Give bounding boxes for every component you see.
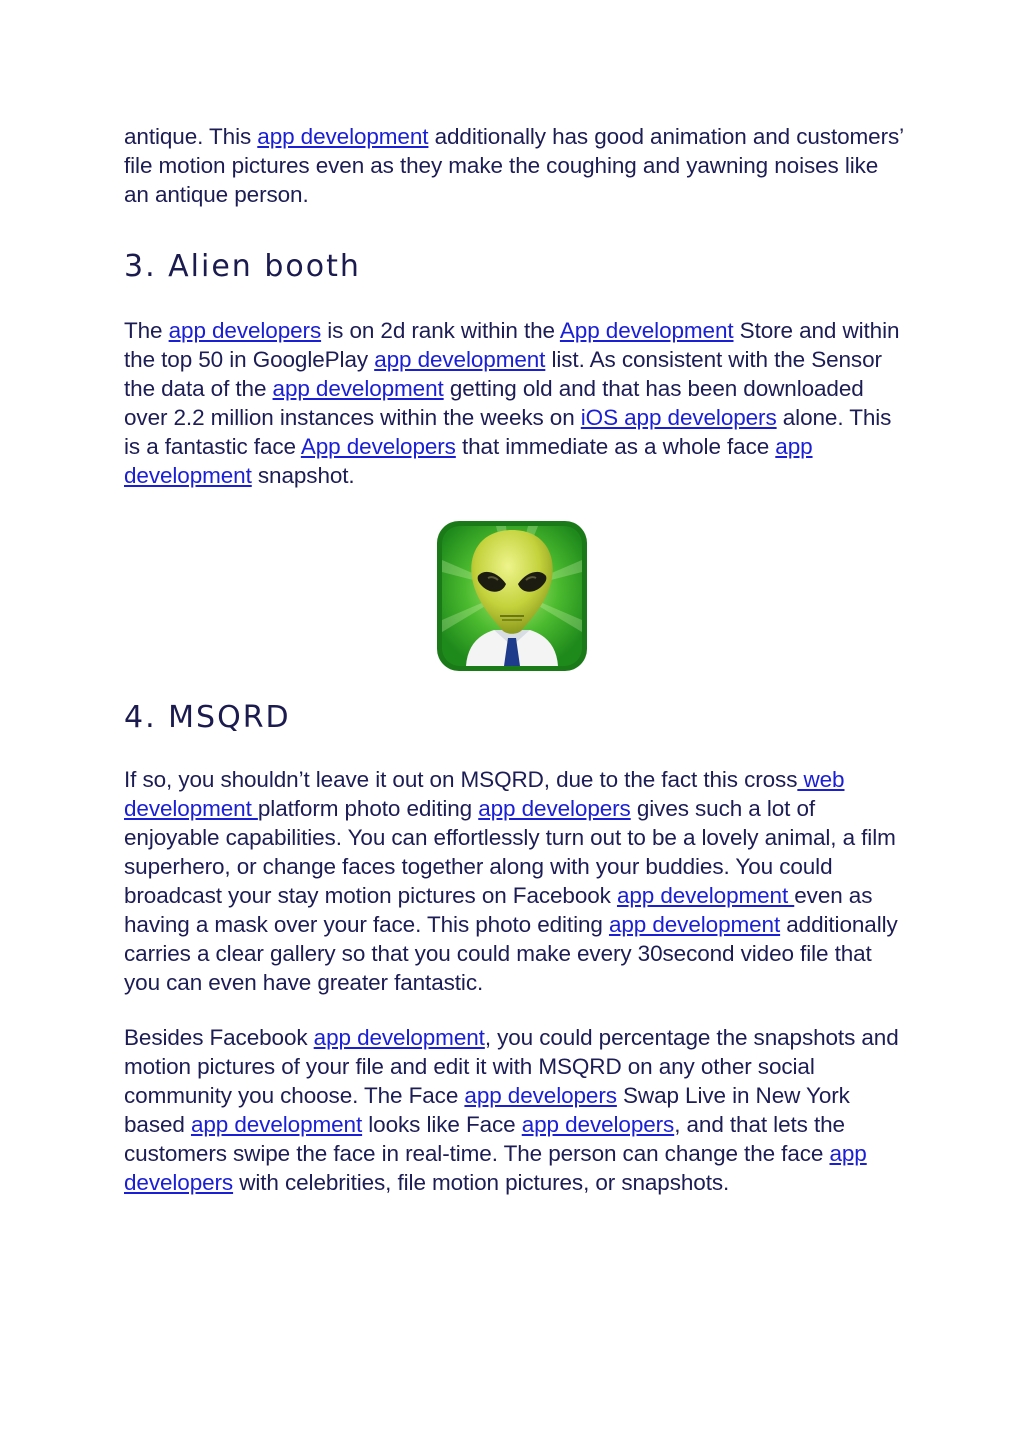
app-development-link[interactable]: app development	[374, 347, 546, 372]
section-heading-msqrd: 4. MSQRD	[124, 700, 291, 735]
intro-paragraph	[124, 122, 904, 209]
text: alone. This is a fantastic face	[124, 405, 892, 459]
text: Store and within the top 50 in GooglePlay	[124, 318, 900, 372]
text: If so, you shouldn’t leave it out on MSQRD, due to the fact this cross	[124, 767, 798, 792]
web-development-link[interactable]: web development	[124, 767, 845, 821]
text: that immediate as a whole face	[455, 434, 776, 459]
app-development-link[interactable]: app development	[608, 912, 781, 937]
text: even as having a mask over your face. This photo editing	[124, 883, 873, 937]
app-developers-link[interactable]: App developers	[300, 434, 456, 459]
text: looks like Face	[362, 1112, 522, 1137]
app-development-link[interactable]: app development	[190, 1112, 363, 1137]
text: gives such a lot of enjoyable capabilities. You can effortlessly turn out to be a lovely animal, a film superhero, or change faces together along with your buddies. You could broadcast your stay motion pictures on Facebook	[124, 796, 896, 908]
ios-app-developers-link[interactable]: iOS app developers	[580, 405, 777, 430]
text: antique. This	[124, 124, 258, 149]
section-heading-alien-booth: 3. Alien booth	[124, 249, 361, 284]
app-development-link[interactable]: app development	[257, 124, 429, 149]
app-development-link[interactable]: app development	[313, 1025, 485, 1050]
app-development-link[interactable]: app development	[272, 376, 444, 401]
text: Swap Live in New York based	[124, 1083, 850, 1137]
text: list. As consistent with the Sensor the data of the	[124, 347, 882, 401]
text: with celebrities, file motion pictures, or snapshots.	[233, 1170, 730, 1195]
text: Besides Facebook	[124, 1025, 314, 1050]
alien-booth-app-icon	[436, 520, 588, 672]
app-developers-link[interactable]: app developers	[478, 796, 631, 821]
alien-booth-paragraph	[124, 316, 904, 490]
app-development-link[interactable]: App development	[559, 318, 734, 343]
app-development-link[interactable]: app development	[616, 883, 795, 908]
text: , you could percentage the snapshots and motion pictures of your file and edit it with MSQRD on any other social community you choose. The Face	[124, 1025, 899, 1108]
app-developers-link[interactable]: app developers	[464, 1083, 617, 1108]
text: The	[124, 318, 169, 343]
text: is on 2d rank within the	[321, 318, 560, 343]
text: snapshot.	[251, 463, 355, 488]
text: , and that lets the customers swipe the face in real-time. The person can change the face	[124, 1112, 845, 1166]
text: additionally has good animation and customers’ file motion pictures even as they make the coughing and yawning noises like an antique person.	[124, 124, 904, 207]
msqrd-paragraph-2	[124, 1023, 904, 1197]
app-developers-link[interactable]: app developers	[124, 1141, 867, 1195]
figure	[124, 520, 904, 680]
app-developers-link[interactable]: app developers	[521, 1112, 675, 1137]
app-developers-link[interactable]: app developers	[168, 318, 322, 343]
msqrd-paragraph-1	[124, 765, 904, 997]
text: getting old and that has been downloaded over 2.2 million instances within the weeks on	[124, 376, 864, 430]
app-development-link[interactable]: app development	[124, 434, 813, 488]
text: additionally carries a clear gallery so that you could make every 30second video file that you can even have greater fantastic.	[124, 912, 898, 995]
text: platform photo editing	[257, 796, 479, 821]
document-page	[124, 122, 904, 1197]
